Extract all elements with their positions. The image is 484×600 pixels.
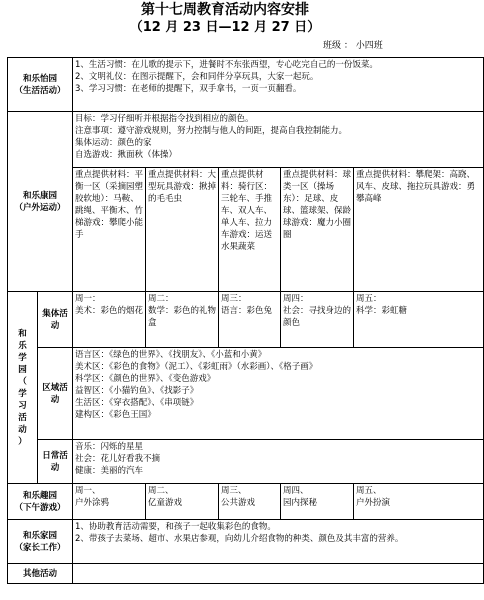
day-content: 公共游戏 — [221, 498, 256, 508]
other-content — [73, 564, 484, 584]
area-line: 科学区：《颜色的世界》、《变色游戏》 — [75, 374, 216, 384]
play-header: 和乐趣园 — [23, 490, 58, 501]
family-row — [8, 520, 484, 564]
day-label: 周五、 — [356, 486, 382, 496]
outdoor-goal-line: 集体运动：颜色的家 — [75, 138, 152, 148]
family-header-cell — [8, 520, 73, 564]
study-header-char: 学 — [18, 352, 27, 363]
area-line: 益智区：《小猫钓鱼》、《找影子》 — [75, 386, 199, 396]
outdoor-area-cell: 重点提供材料：平衡一区（采摘园塑胶软地）：马鞍、跳绳、平衡木、竹梯游戏：攀爬小能手 — [73, 168, 146, 292]
play-day-cell — [219, 484, 281, 520]
date-range: （12 月 23 日—12 月 27 日） — [129, 20, 321, 35]
daily-activity-content — [73, 440, 484, 484]
play-day-cell — [146, 484, 219, 520]
family-content — [73, 520, 484, 564]
day-content: 数学：彩色的礼物盒 — [148, 306, 217, 328]
outdoor-header-cell — [8, 112, 73, 292]
area-line: 建构区：《彩色王国》 — [75, 410, 156, 420]
outdoor-goal-line: 目标：学习仔细听并根据指令找到相应的颜色。 — [75, 114, 254, 124]
area-activity-content — [73, 348, 484, 440]
life-line: 2、文明礼仪：在图示提醒下，会和同伴分享玩具，大家一起玩。 — [75, 72, 319, 82]
day-label: 周二、 — [148, 486, 174, 496]
daily-activity-row — [8, 440, 484, 484]
day-label: 周二： — [148, 294, 174, 304]
outdoor-goal-line: 自选游戏：揪面秋（体操） — [75, 150, 178, 160]
daily-activity-label: 日常活动 — [38, 440, 73, 484]
study-header-cell — [8, 292, 38, 484]
play-header-cell — [8, 484, 73, 520]
daily-line: 音乐：闪烁的星星 — [75, 442, 144, 452]
study-header-char: 和 — [18, 328, 27, 339]
outdoor-goal-line: 注意事项：遵守游戏规则，努力控制与他人的间距，提高自我控制能力。 — [75, 126, 348, 136]
group-activity-label: 集体活动 — [38, 292, 73, 348]
area-line: 生活区：《穿衣搭配》、《串项链》 — [75, 398, 199, 408]
group-activity-row — [8, 292, 484, 348]
group-day-cell — [73, 292, 146, 348]
outdoor-header-sub: （户外运动） — [14, 202, 66, 213]
outdoor-area-cell: 重点提供材料：骑行区：三轮车、手推车、双人车、单人车、拉力车游戏：运送水果蔬菜 — [219, 168, 281, 292]
daily-line: 社会：花儿好看我不摘 — [75, 454, 161, 464]
family-line: 1、协助教育活动需要，和孩子一起收集彩色的食物。 — [75, 522, 276, 532]
outdoor-area-cell: 重点提供材料：球类一区（操场东）：足球、皮球、篮球架、保龄球游戏：魔力小圈圈 — [281, 168, 354, 292]
day-content: 语言：彩色兔 — [221, 306, 273, 316]
page-title: 第十七周教育活动内容安排 — [141, 2, 309, 18]
day-content: 户外扮演 — [356, 498, 391, 508]
day-content: 科学：彩虹糖 — [356, 306, 408, 316]
study-header-char: 习 — [18, 400, 27, 411]
day-label: 周四： — [283, 294, 309, 304]
study-header-char: ） — [18, 436, 27, 447]
other-header: 其他活动 — [8, 564, 73, 584]
group-day-cell — [354, 292, 484, 348]
outdoor-areas-row — [8, 168, 484, 292]
family-line: 2、带孩子去菜场、超市、水果店参观，向幼儿介绍食物的种类、颜色及其丰富的营养。 — [75, 534, 404, 544]
area-activity-label: 区域活动 — [38, 348, 73, 440]
day-content: 亿童游戏 — [148, 498, 183, 508]
outdoor-area-cell: 重点提供材料：大型玩具游戏：揪掉的毛毛虫 — [146, 168, 219, 292]
day-label: 周三： — [221, 294, 247, 304]
day-content: 户外涂鸦 — [75, 498, 110, 508]
family-header: 和乐家园 — [23, 530, 58, 541]
life-line: 1、生活习惯：在儿歌的提示下，进餐时不东张西望，专心吃完自己的一份饭菜。 — [75, 60, 378, 70]
other-row — [8, 564, 484, 584]
study-header-char: 学 — [18, 388, 27, 399]
day-content: 社会：寻找身边的颜色 — [283, 306, 352, 328]
daily-line: 健康：美丽的汽车 — [75, 466, 144, 476]
group-day-cell — [146, 292, 219, 348]
class-label: 班级 ： 小四班 — [323, 41, 383, 51]
study-header-char: 活 — [18, 412, 27, 423]
outdoor-goals-row — [8, 112, 484, 168]
area-line: 语言区：《绿色的世界》、《找朋友》、《小蓝和小黄》 — [75, 350, 267, 360]
life-content — [73, 58, 484, 112]
study-header-char: 园 — [18, 364, 27, 375]
play-row — [8, 484, 484, 520]
life-line: 3、学习习惯：在老师的提醒下，双手拿书，一页一页翻看。 — [75, 84, 302, 94]
study-header-char: （ — [18, 376, 27, 387]
area-line: 美术区：《彩色的食物》（泥工）、《彩虹雨》（水彩画）、《格子画》 — [75, 362, 318, 372]
day-label: 周三、 — [221, 486, 247, 496]
outdoor-header: 和乐康园 — [23, 190, 58, 201]
day-label: 周一： — [75, 294, 101, 304]
study-header-char: 乐 — [18, 340, 27, 351]
day-content: 美术：彩色的烟花 — [75, 306, 144, 316]
life-header-sub: （生活活动） — [14, 85, 66, 96]
schedule-table — [7, 57, 484, 584]
day-label: 周一、 — [75, 486, 101, 496]
play-day-cell — [281, 484, 354, 520]
day-content: 园内探秘 — [283, 498, 318, 508]
study-header-char: 动 — [18, 424, 27, 435]
play-day-cell — [73, 484, 146, 520]
play-header-sub: （下午游戏） — [14, 502, 66, 513]
day-label: 周四、 — [283, 486, 309, 496]
outdoor-goals — [73, 112, 484, 168]
life-header: 和乐怡园 — [23, 73, 58, 84]
life-row — [8, 58, 484, 112]
life-header-cell — [8, 58, 73, 112]
family-header-sub: （家长工作） — [14, 542, 66, 553]
group-day-cell — [281, 292, 354, 348]
group-day-cell — [219, 292, 281, 348]
outdoor-area-cell: 重点提供材料：攀爬架：高跷、风车、皮球、拖拉玩具游戏：勇攀高峰 — [354, 168, 484, 292]
day-label: 周五： — [356, 294, 382, 304]
area-activity-row — [8, 348, 484, 440]
play-day-cell — [354, 484, 484, 520]
